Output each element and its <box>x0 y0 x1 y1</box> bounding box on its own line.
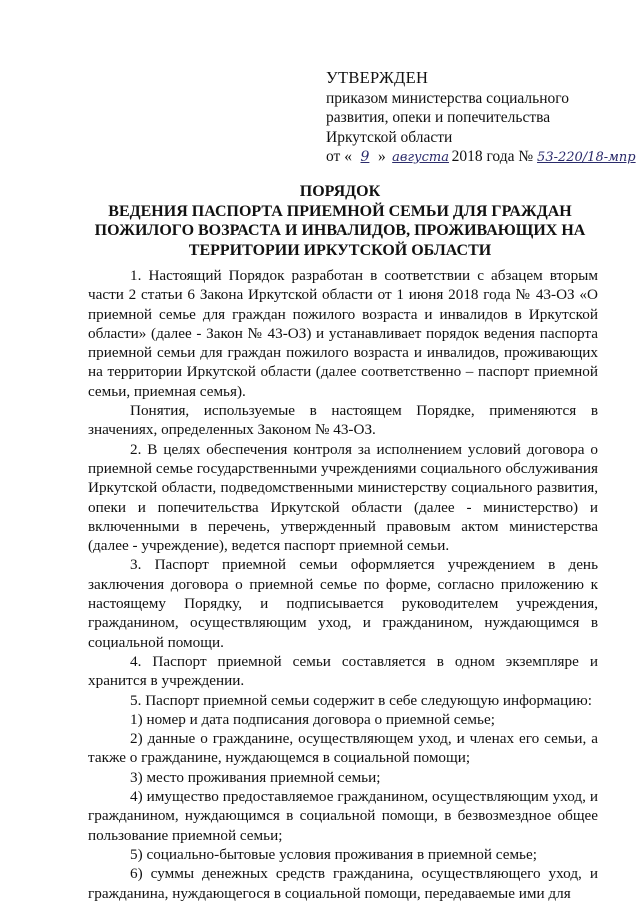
list-item-2: 2) данные о гражданине, осуществляющем уход, и членах его семьи, а также о гражданине, нуждающемся в социальной помощи; <box>88 730 598 767</box>
title-line-3: ПОЖИЛОГО ВОЗРАСТА И ИНВАЛИДОВ, ПРОЖИВАЮЩИХ НА <box>94 222 586 239</box>
list-item-1: 1) номер и дата подписания договора о приемной семье; <box>130 710 495 728</box>
paragraph-4: 4. Паспорт приемной семьи составляется в одном экземпляре и хранится в учреждении. <box>88 652 598 690</box>
paragraph-3: 3. Паспорт приемной семьи оформляется учреждением в день заключения договора о приемной семье по форме, согласно приложению к настоящему Порядку, и подписывается руководителем учреждения, гражданином, осуществляющим уход, и гражданином, нуждающимся в социальной помощи. <box>88 556 598 651</box>
paragraph-5: 5. Паспорт приемной семьи содержит в себе следующую информацию: <box>130 691 592 709</box>
list-item-4: 4) имущество предоставляемое гражданином, осуществляющим уход, и гражданином, нуждающимся в социальной помощи, в безвозмездное общее пользование приемной семьи; <box>88 788 598 844</box>
approval-heading: УТВЕРЖДЕН <box>326 68 429 87</box>
approval-date-line <box>326 147 636 168</box>
list-item-6: 6) суммы денежных средств гражданина, осуществляющего уход, и гражданина, нуждающегося в социальной помощи, передаваемые ими для <box>88 865 598 902</box>
paragraph-2: 2. В целях обеспечения контроля за исполнением условий договора о приемной семье государственными учреждениями социального обслуживания Иркутской области, подведомственными министерству социального развития, опеки и попечительства Иркутской области (далее - министерство) и включенными в перечень, утвержденный правовым актом министерства (далее - учреждение), ведется паспорт приемной семьи. <box>88 440 598 555</box>
approval-block <box>326 68 636 168</box>
approval-line-1: приказом министерства социального <box>326 89 569 107</box>
document-title <box>80 182 600 260</box>
date-month-handwritten: августа <box>392 150 449 165</box>
document-number-handwritten: 53-220/18-мпр <box>537 150 636 165</box>
approval-line-3: Иркутской области <box>326 128 453 146</box>
paragraph-definitions: Понятия, используемые в настоящем Порядке, применяются в значениях, определенных Законом № 43-ОЗ. <box>88 402 598 439</box>
title-line-2: ВЕДЕНИЯ ПАСПОРТА ПРИЕМНОЙ СЕМЬИ ДЛЯ ГРАЖДАН <box>108 202 572 220</box>
paragraph-1: 1. Настоящий Порядок разработан в соответствии с абзацем вторым части 2 статьи 6 Закона Иркутской области от 1 июня 2018 года № 43-ОЗ «О приемной семье для граждан пожилого возраста и инвалидов в Иркутской области» (далее - Закон № 43-ОЗ) и устанавливает порядок ведения паспорта приемной семьи для граждан пожилого возраста и инвалидов, проживающих на территории Иркутской области (далее соответственно – паспорт приемной семьи, приемная семья). <box>88 267 598 400</box>
list-item-5: 5) социально-бытовые условия проживания в приемной семье; <box>130 845 537 863</box>
date-suffix: 2018 года № <box>451 148 534 165</box>
date-day-handwritten: 9 <box>360 149 370 165</box>
list-item-3: 3) место проживания приемной семьи; <box>130 768 381 786</box>
date-mid: » <box>377 148 386 165</box>
title-line-4: ТЕРРИТОРИИ ИРКУТСКОЙ ОБЛАСТИ <box>188 241 492 259</box>
approval-line-2: развития, опеки и попечительства <box>326 109 551 126</box>
document-body <box>88 266 598 903</box>
title-line-1: ПОРЯДОК <box>299 183 381 200</box>
date-prefix: от « <box>326 148 352 165</box>
